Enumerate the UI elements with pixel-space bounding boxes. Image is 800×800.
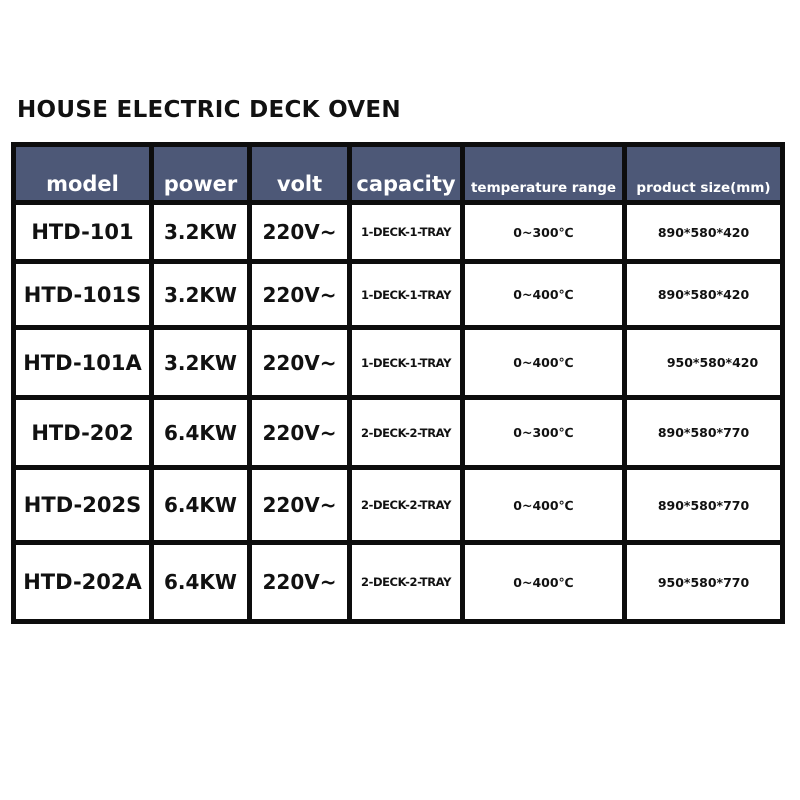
table-cell-temperature: 0~400℃: [465, 330, 622, 395]
table-cell-power: 3.2KW: [154, 264, 247, 325]
table-cell-size: 890*580*770: [627, 470, 780, 540]
table-cell-volt: 220V~: [252, 264, 347, 325]
header-temperature-range: temperature range: [465, 147, 622, 200]
table-cell-model: HTD-101A: [16, 330, 149, 395]
table-cell-size: 890*580*420: [627, 264, 780, 325]
spec-table: [11, 142, 785, 624]
table-cell-temperature: 0~300℃: [465, 400, 622, 465]
table-cell-power: 3.2KW: [154, 205, 247, 259]
table-cell-temperature: 0~400℃: [465, 264, 622, 325]
page-title: HOUSE ELECTRIC DECK OVEN: [17, 97, 401, 123]
header-model: model: [16, 147, 149, 200]
header-power: power: [154, 147, 247, 200]
header-capacity: capacity: [352, 147, 460, 200]
table-cell-capacity: 1-DECK-1-TRAY: [352, 264, 460, 325]
table-cell-power: 3.2KW: [154, 330, 247, 395]
table-cell-capacity: 1-DECK-1-TRAY: [352, 205, 460, 259]
table-cell-temperature: 0~400℃: [465, 470, 622, 540]
table-cell-power: 6.4KW: [154, 545, 247, 619]
table-cell-capacity: 2-DECK-2-TRAY: [352, 400, 460, 465]
table-cell-volt: 220V~: [252, 205, 347, 259]
table-cell-size: 950*580*420: [627, 330, 780, 395]
table-cell-model: HTD-202S: [16, 470, 149, 540]
table-cell-temperature: 0~400℃: [465, 545, 622, 619]
table-cell-temperature: 0~300℃: [465, 205, 622, 259]
table-cell-size: 890*580*420: [627, 205, 780, 259]
table-cell-capacity: 1-DECK-1-TRAY: [352, 330, 460, 395]
table-cell-size: 950*580*770: [627, 545, 780, 619]
table-cell-volt: 220V~: [252, 330, 347, 395]
table-cell-size: 890*580*770: [627, 400, 780, 465]
table-cell-model: HTD-101S: [16, 264, 149, 325]
table-cell-model: HTD-101: [16, 205, 149, 259]
table-cell-model: HTD-202: [16, 400, 149, 465]
table-cell-volt: 220V~: [252, 470, 347, 540]
table-cell-power: 6.4KW: [154, 470, 247, 540]
table-cell-volt: 220V~: [252, 545, 347, 619]
table-cell-power: 6.4KW: [154, 400, 247, 465]
table-cell-model: HTD-202A: [16, 545, 149, 619]
table-cell-volt: 220V~: [252, 400, 347, 465]
table-cell-capacity: 2-DECK-2-TRAY: [352, 470, 460, 540]
header-product-size: product size(mm): [627, 147, 780, 200]
header-volt: volt: [252, 147, 347, 200]
table-cell-capacity: 2-DECK-2-TRAY: [352, 545, 460, 619]
